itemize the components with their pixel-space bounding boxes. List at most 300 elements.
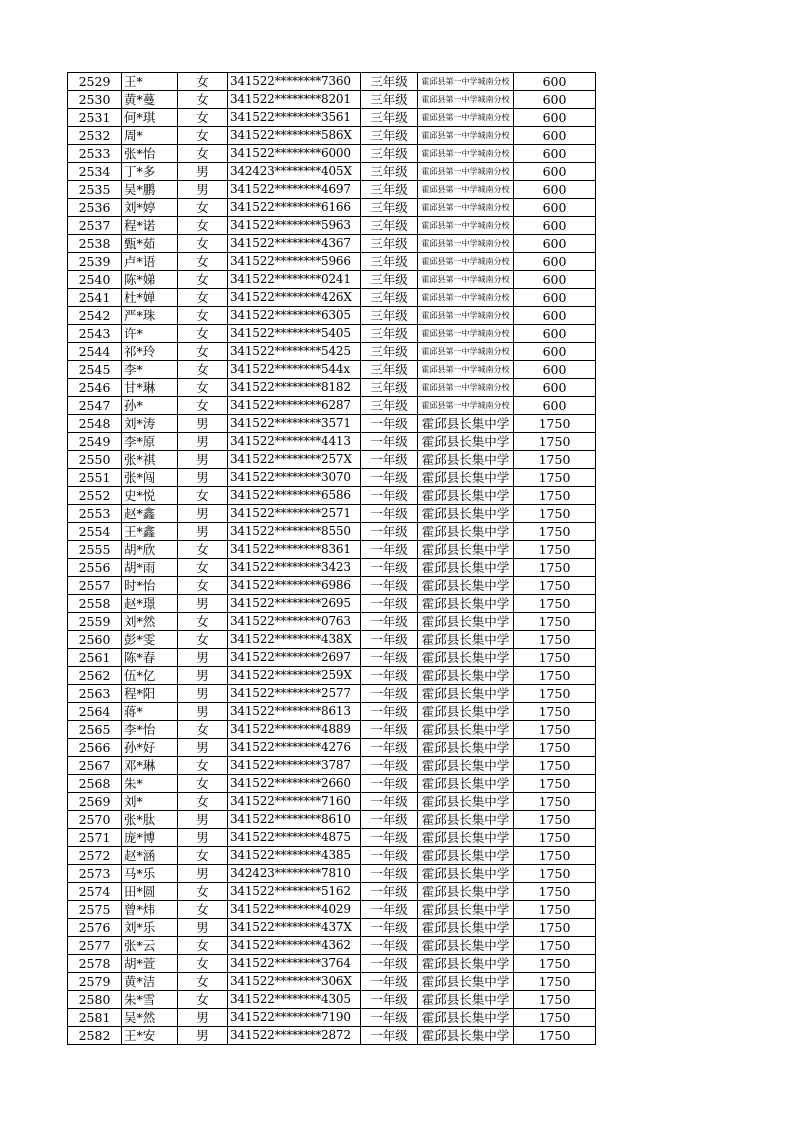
student-sex-cell: 女	[178, 397, 228, 415]
table-row	[68, 667, 596, 685]
row-number-cell: 2578	[68, 955, 122, 973]
student-name-cell: 刘*乐	[122, 919, 178, 937]
row-number-cell: 2563	[68, 685, 122, 703]
subsidy-amount-cell: 1750	[514, 1027, 596, 1045]
table-row	[68, 847, 596, 865]
student-sex-cell: 女	[178, 253, 228, 271]
student-name-cell: 黄*洁	[122, 973, 178, 991]
subsidy-amount-cell: 600	[514, 73, 596, 91]
school-name-cell: 霍邱县长集中学	[418, 721, 514, 739]
table-row	[68, 1009, 596, 1027]
grade-cell: 三年级	[361, 73, 418, 91]
student-name-cell: 李*	[122, 361, 178, 379]
grade-cell: 三年级	[361, 109, 418, 127]
student-sex-cell: 男	[178, 505, 228, 523]
school-name-cell: 霍邱县第一中学城南分校	[418, 217, 514, 235]
row-number-cell: 2533	[68, 145, 122, 163]
school-name-cell: 霍邱县第一中学城南分校	[418, 289, 514, 307]
subsidy-amount-cell: 1750	[514, 973, 596, 991]
school-name-cell: 霍邱县长集中学	[418, 847, 514, 865]
school-name-cell: 霍邱县长集中学	[418, 685, 514, 703]
school-name-cell: 霍邱县长集中学	[418, 1027, 514, 1045]
subsidy-amount-cell: 1750	[514, 631, 596, 649]
student-name-cell: 赵*鑫	[122, 505, 178, 523]
table-row	[68, 613, 596, 631]
id-number-cell: 341522********4413	[228, 433, 361, 451]
subsidy-amount-cell: 1750	[514, 433, 596, 451]
grade-cell: 一年级	[361, 793, 418, 811]
subsidy-amount-cell: 1750	[514, 847, 596, 865]
grade-cell: 一年级	[361, 523, 418, 541]
subsidy-amount-cell: 1750	[514, 541, 596, 559]
row-number-cell: 2554	[68, 523, 122, 541]
student-sex-cell: 女	[178, 991, 228, 1009]
row-number-cell: 2557	[68, 577, 122, 595]
id-number-cell: 341522********2872	[228, 1027, 361, 1045]
table-row	[68, 469, 596, 487]
id-number-cell: 341522********438X	[228, 631, 361, 649]
table-row	[68, 829, 596, 847]
grade-cell: 三年级	[361, 271, 418, 289]
subsidy-amount-cell: 600	[514, 145, 596, 163]
student-name-cell: 何*琪	[122, 109, 178, 127]
grade-cell: 三年级	[361, 343, 418, 361]
subsidy-amount-cell: 1750	[514, 523, 596, 541]
id-number-cell: 341522********4305	[228, 991, 361, 1009]
row-number-cell: 2572	[68, 847, 122, 865]
school-name-cell: 霍邱县第一中学城南分校	[418, 361, 514, 379]
student-sex-cell: 女	[178, 379, 228, 397]
school-name-cell: 霍邱县长集中学	[418, 883, 514, 901]
id-number-cell: 341522********6287	[228, 397, 361, 415]
student-name-cell: 丁*多	[122, 163, 178, 181]
student-name-cell: 田*圆	[122, 883, 178, 901]
table-row	[68, 253, 596, 271]
table-row	[68, 865, 596, 883]
student-sex-cell: 男	[178, 865, 228, 883]
school-name-cell: 霍邱县第一中学城南分校	[418, 109, 514, 127]
grade-cell: 一年级	[361, 451, 418, 469]
student-sex-cell: 男	[178, 649, 228, 667]
grade-cell: 一年级	[361, 829, 418, 847]
subsidy-amount-cell: 600	[514, 91, 596, 109]
student-sex-cell: 女	[178, 307, 228, 325]
subsidy-amount-cell: 1750	[514, 559, 596, 577]
row-number-cell: 2537	[68, 217, 122, 235]
subsidy-amount-cell: 600	[514, 253, 596, 271]
grade-cell: 三年级	[361, 217, 418, 235]
student-sex-cell: 男	[178, 829, 228, 847]
table-row	[68, 163, 596, 181]
student-sex-cell: 男	[178, 523, 228, 541]
subsidy-amount-cell: 600	[514, 361, 596, 379]
grade-cell: 一年级	[361, 577, 418, 595]
id-number-cell: 342423********7810	[228, 865, 361, 883]
grade-cell: 三年级	[361, 91, 418, 109]
student-sex-cell: 女	[178, 613, 228, 631]
student-name-cell: 赵*涵	[122, 847, 178, 865]
table-row	[68, 433, 596, 451]
student-sex-cell: 女	[178, 361, 228, 379]
school-name-cell: 霍邱县第一中学城南分校	[418, 91, 514, 109]
student-name-cell: 朱*	[122, 775, 178, 793]
student-sex-cell: 男	[178, 433, 228, 451]
student-sex-cell: 女	[178, 631, 228, 649]
student-name-cell: 胡*萱	[122, 955, 178, 973]
id-number-cell: 341522********0763	[228, 613, 361, 631]
subsidy-amount-cell: 1750	[514, 649, 596, 667]
id-number-cell: 341522********3561	[228, 109, 361, 127]
student-sex-cell: 女	[178, 559, 228, 577]
subsidy-amount-cell: 600	[514, 127, 596, 145]
grade-cell: 一年级	[361, 613, 418, 631]
id-number-cell: 341522********8550	[228, 523, 361, 541]
subsidy-amount-cell: 1750	[514, 793, 596, 811]
student-sex-cell: 女	[178, 937, 228, 955]
school-name-cell: 霍邱县长集中学	[418, 739, 514, 757]
row-number-cell: 2574	[68, 883, 122, 901]
table-row	[68, 487, 596, 505]
grade-cell: 一年级	[361, 721, 418, 739]
student-name-cell: 程*诺	[122, 217, 178, 235]
table-row	[68, 901, 596, 919]
table-row	[68, 307, 596, 325]
student-name-cell: 赵*璟	[122, 595, 178, 613]
school-name-cell: 霍邱县长集中学	[418, 505, 514, 523]
student-sex-cell: 女	[178, 775, 228, 793]
grade-cell: 三年级	[361, 145, 418, 163]
row-number-cell: 2553	[68, 505, 122, 523]
grade-cell: 三年级	[361, 199, 418, 217]
row-number-cell: 2540	[68, 271, 122, 289]
student-sex-cell: 女	[178, 847, 228, 865]
row-number-cell: 2549	[68, 433, 122, 451]
subsidy-amount-cell: 1750	[514, 415, 596, 433]
id-number-cell: 341522********257X	[228, 451, 361, 469]
school-name-cell: 霍邱县长集中学	[418, 613, 514, 631]
row-number-cell: 2542	[68, 307, 122, 325]
school-name-cell: 霍邱县长集中学	[418, 487, 514, 505]
school-name-cell: 霍邱县长集中学	[418, 541, 514, 559]
id-number-cell: 341522********4875	[228, 829, 361, 847]
subsidy-amount-cell: 1750	[514, 883, 596, 901]
grade-cell: 三年级	[361, 253, 418, 271]
id-number-cell: 341522********2571	[228, 505, 361, 523]
student-sex-cell: 女	[178, 109, 228, 127]
subsidy-amount-cell: 600	[514, 271, 596, 289]
row-number-cell: 2548	[68, 415, 122, 433]
id-number-cell: 341522********4362	[228, 937, 361, 955]
id-number-cell: 341522********306X	[228, 973, 361, 991]
grade-cell: 一年级	[361, 955, 418, 973]
student-name-cell: 卢*语	[122, 253, 178, 271]
row-number-cell: 2569	[68, 793, 122, 811]
table-row	[68, 577, 596, 595]
row-number-cell: 2582	[68, 1027, 122, 1045]
table-row	[68, 721, 596, 739]
table-row	[68, 199, 596, 217]
id-number-cell: 341522********3787	[228, 757, 361, 775]
row-number-cell: 2531	[68, 109, 122, 127]
grade-cell: 一年级	[361, 739, 418, 757]
id-number-cell: 341522********0241	[228, 271, 361, 289]
student-sex-cell: 女	[178, 199, 228, 217]
grade-cell: 三年级	[361, 325, 418, 343]
student-sex-cell: 女	[178, 271, 228, 289]
table-row	[68, 145, 596, 163]
row-number-cell: 2575	[68, 901, 122, 919]
school-name-cell: 霍邱县长集中学	[418, 829, 514, 847]
school-name-cell: 霍邱县长集中学	[418, 577, 514, 595]
subsidy-amount-cell: 1750	[514, 937, 596, 955]
student-name-cell: 朱*雪	[122, 991, 178, 1009]
student-name-cell: 蒋*	[122, 703, 178, 721]
student-sex-cell: 男	[178, 685, 228, 703]
id-number-cell: 341522********8361	[228, 541, 361, 559]
student-sex-cell: 女	[178, 721, 228, 739]
grade-cell: 一年级	[361, 757, 418, 775]
student-name-cell: 程*阳	[122, 685, 178, 703]
subsidy-amount-cell: 1750	[514, 505, 596, 523]
grade-cell: 一年级	[361, 991, 418, 1009]
student-name-cell: 祁*玲	[122, 343, 178, 361]
subsidy-amount-cell: 1750	[514, 721, 596, 739]
row-number-cell: 2580	[68, 991, 122, 1009]
student-sex-cell: 女	[178, 217, 228, 235]
id-number-cell: 341522********4697	[228, 181, 361, 199]
grade-cell: 一年级	[361, 703, 418, 721]
id-number-cell: 341522********6586	[228, 487, 361, 505]
student-name-cell: 周*	[122, 127, 178, 145]
row-number-cell: 2538	[68, 235, 122, 253]
school-name-cell: 霍邱县长集中学	[418, 415, 514, 433]
student-name-cell: 胡*欣	[122, 541, 178, 559]
student-sex-cell: 女	[178, 487, 228, 505]
id-number-cell: 341522********5963	[228, 217, 361, 235]
row-number-cell: 2541	[68, 289, 122, 307]
grade-cell: 一年级	[361, 541, 418, 559]
student-sex-cell: 男	[178, 739, 228, 757]
grade-cell: 一年级	[361, 631, 418, 649]
grade-cell: 一年级	[361, 595, 418, 613]
subsidy-amount-cell: 600	[514, 217, 596, 235]
student-sex-cell: 女	[178, 127, 228, 145]
student-sex-cell: 女	[178, 955, 228, 973]
row-number-cell: 2544	[68, 343, 122, 361]
school-name-cell: 霍邱县长集中学	[418, 775, 514, 793]
student-sex-cell: 女	[178, 145, 228, 163]
subsidy-amount-cell: 1750	[514, 595, 596, 613]
grade-cell: 三年级	[361, 235, 418, 253]
grade-cell: 一年级	[361, 433, 418, 451]
id-number-cell: 341522********5405	[228, 325, 361, 343]
id-number-cell: 341522********6000	[228, 145, 361, 163]
grade-cell: 一年级	[361, 847, 418, 865]
subsidy-amount-cell: 600	[514, 379, 596, 397]
student-sex-cell: 女	[178, 973, 228, 991]
table-row	[68, 631, 596, 649]
subsidy-amount-cell: 600	[514, 181, 596, 199]
id-number-cell: 341522********6305	[228, 307, 361, 325]
row-number-cell: 2565	[68, 721, 122, 739]
table-row	[68, 73, 596, 91]
subsidy-amount-cell: 600	[514, 163, 596, 181]
school-name-cell: 霍邱县长集中学	[418, 469, 514, 487]
grade-cell: 三年级	[361, 127, 418, 145]
grade-cell: 一年级	[361, 505, 418, 523]
subsidy-amount-cell: 1750	[514, 739, 596, 757]
student-name-cell: 刘*	[122, 793, 178, 811]
table-row	[68, 505, 596, 523]
row-number-cell: 2551	[68, 469, 122, 487]
grade-cell: 一年级	[361, 487, 418, 505]
row-number-cell: 2577	[68, 937, 122, 955]
student-sex-cell: 男	[178, 667, 228, 685]
subsidy-amount-cell: 600	[514, 235, 596, 253]
school-name-cell: 霍邱县第一中学城南分校	[418, 343, 514, 361]
school-name-cell: 霍邱县第一中学城南分校	[418, 199, 514, 217]
grade-cell: 一年级	[361, 685, 418, 703]
student-name-cell: 王*	[122, 73, 178, 91]
row-number-cell: 2561	[68, 649, 122, 667]
id-number-cell: 341522********6166	[228, 199, 361, 217]
subsidy-amount-cell: 1750	[514, 613, 596, 631]
grade-cell: 一年级	[361, 883, 418, 901]
school-name-cell: 霍邱县长集中学	[418, 973, 514, 991]
row-number-cell: 2564	[68, 703, 122, 721]
grade-cell: 三年级	[361, 307, 418, 325]
row-number-cell: 2543	[68, 325, 122, 343]
school-name-cell: 霍邱县长集中学	[418, 757, 514, 775]
student-sex-cell: 男	[178, 811, 228, 829]
row-number-cell: 2570	[68, 811, 122, 829]
student-subsidy-table	[67, 72, 596, 1045]
subsidy-amount-cell: 1750	[514, 865, 596, 883]
student-name-cell: 庞*博	[122, 829, 178, 847]
grade-cell: 一年级	[361, 973, 418, 991]
grade-cell: 一年级	[361, 559, 418, 577]
row-number-cell: 2529	[68, 73, 122, 91]
student-name-cell: 陈*娣	[122, 271, 178, 289]
school-name-cell: 霍邱县长集中学	[418, 649, 514, 667]
school-name-cell: 霍邱县长集中学	[418, 901, 514, 919]
row-number-cell: 2536	[68, 199, 122, 217]
table-row	[68, 775, 596, 793]
row-number-cell: 2566	[68, 739, 122, 757]
school-name-cell: 霍邱县长集中学	[418, 451, 514, 469]
table-row	[68, 397, 596, 415]
row-number-cell: 2539	[68, 253, 122, 271]
subsidy-amount-cell: 1750	[514, 811, 596, 829]
student-sex-cell: 男	[178, 469, 228, 487]
id-number-cell: 341522********3070	[228, 469, 361, 487]
student-name-cell: 陈*春	[122, 649, 178, 667]
subsidy-amount-cell: 1750	[514, 451, 596, 469]
id-number-cell: 341522********3423	[228, 559, 361, 577]
student-sex-cell: 男	[178, 595, 228, 613]
row-number-cell: 2530	[68, 91, 122, 109]
school-name-cell: 霍邱县长集中学	[418, 667, 514, 685]
id-number-cell: 341522********4385	[228, 847, 361, 865]
school-name-cell: 霍邱县长集中学	[418, 433, 514, 451]
student-sex-cell: 女	[178, 901, 228, 919]
subsidy-amount-cell: 600	[514, 397, 596, 415]
table-row	[68, 109, 596, 127]
grade-cell: 三年级	[361, 163, 418, 181]
grade-cell: 一年级	[361, 901, 418, 919]
school-name-cell: 霍邱县长集中学	[418, 865, 514, 883]
student-name-cell: 刘*婷	[122, 199, 178, 217]
student-name-cell: 严*珠	[122, 307, 178, 325]
subsidy-amount-cell: 1750	[514, 955, 596, 973]
student-name-cell: 王*鑫	[122, 523, 178, 541]
row-number-cell: 2562	[68, 667, 122, 685]
school-name-cell: 霍邱县长集中学	[418, 1009, 514, 1027]
student-name-cell: 彭*雯	[122, 631, 178, 649]
table-row	[68, 955, 596, 973]
student-sex-cell: 女	[178, 73, 228, 91]
row-number-cell: 2560	[68, 631, 122, 649]
table-row	[68, 541, 596, 559]
row-number-cell: 2555	[68, 541, 122, 559]
table-row	[68, 793, 596, 811]
student-name-cell: 甄*茹	[122, 235, 178, 253]
table-row	[68, 703, 596, 721]
grade-cell: 一年级	[361, 1027, 418, 1045]
student-name-cell: 甘*琳	[122, 379, 178, 397]
grade-cell: 三年级	[361, 289, 418, 307]
table-row	[68, 991, 596, 1009]
student-name-cell: 张*云	[122, 937, 178, 955]
subsidy-amount-cell: 1750	[514, 919, 596, 937]
id-number-cell: 341522********544x	[228, 361, 361, 379]
subsidy-amount-cell: 1750	[514, 685, 596, 703]
student-name-cell: 史*悦	[122, 487, 178, 505]
grade-cell: 三年级	[361, 397, 418, 415]
id-number-cell: 342423********405X	[228, 163, 361, 181]
subsidy-amount-cell: 1750	[514, 901, 596, 919]
table-row	[68, 91, 596, 109]
row-number-cell: 2559	[68, 613, 122, 631]
id-number-cell: 341522********3571	[228, 415, 361, 433]
school-name-cell: 霍邱县第一中学城南分校	[418, 73, 514, 91]
student-name-cell: 曾*炜	[122, 901, 178, 919]
table-row	[68, 739, 596, 757]
id-number-cell: 341522********5162	[228, 883, 361, 901]
table-row	[68, 217, 596, 235]
student-sex-cell: 女	[178, 289, 228, 307]
student-sex-cell: 男	[178, 703, 228, 721]
student-sex-cell: 女	[178, 541, 228, 559]
grade-cell: 一年级	[361, 937, 418, 955]
school-name-cell: 霍邱县第一中学城南分校	[418, 379, 514, 397]
table-row	[68, 559, 596, 577]
grade-cell: 一年级	[361, 667, 418, 685]
student-name-cell: 胡*雨	[122, 559, 178, 577]
row-number-cell: 2573	[68, 865, 122, 883]
student-name-cell: 孙*	[122, 397, 178, 415]
grade-cell: 一年级	[361, 469, 418, 487]
school-name-cell: 霍邱县长集中学	[418, 703, 514, 721]
student-sex-cell: 男	[178, 451, 228, 469]
school-name-cell: 霍邱县长集中学	[418, 919, 514, 937]
id-number-cell: 341522********2695	[228, 595, 361, 613]
student-sex-cell: 女	[178, 577, 228, 595]
id-number-cell: 341522********8613	[228, 703, 361, 721]
row-number-cell: 2532	[68, 127, 122, 145]
student-name-cell: 时*怡	[122, 577, 178, 595]
subsidy-amount-cell: 1750	[514, 829, 596, 847]
